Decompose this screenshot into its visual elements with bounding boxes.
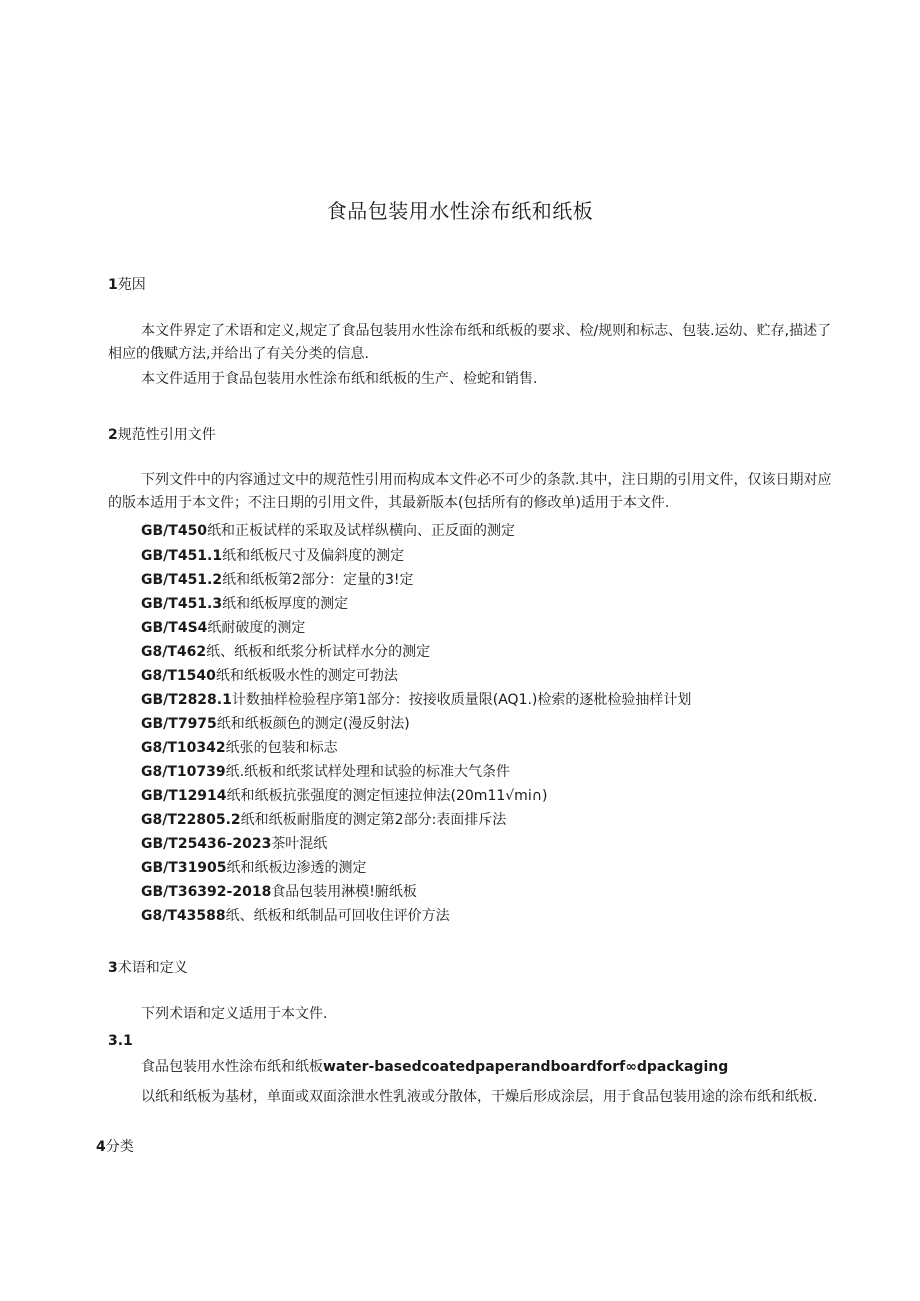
reference-item — [141, 545, 404, 565]
section-1-title: 苑因 — [117, 277, 146, 293]
reference-title: 纸张的包装和标志 — [225, 740, 338, 756]
reference-item — [141, 713, 410, 733]
reference-code: GB/T451.3 — [141, 596, 223, 612]
section-1-paragraph-1: 本文件界定了术语和定义,规定了食品包装用水性涂布纸和纸板的要求、检/规则和标志、包装.运幼、贮存,描述了相应的俄赋方法,并给出了有关分类的信息. — [108, 323, 832, 362]
term-name-chinese: 食品包装用水性涂布纸和纸板 — [141, 1059, 323, 1075]
reference-item — [141, 833, 327, 853]
reference-title: 纸、纸板和纸浆分析试样水分的测定 — [206, 644, 431, 660]
reference-item — [141, 785, 547, 805]
reference-item — [141, 809, 506, 829]
reference-code: G8/T10739 — [141, 764, 226, 780]
reference-item — [141, 641, 430, 661]
section-1-paragraph-2: 本文件适用于食品包装用水性涂布纸和纸板的生产、检蛇和销售. — [141, 371, 538, 387]
section-2-number: 2 — [108, 427, 118, 443]
reference-code: G8/T462 — [141, 644, 207, 660]
reference-item — [141, 665, 398, 685]
section-4-title: 分类 — [105, 1139, 134, 1155]
reference-title: 纸和纸板吸水性的测定可勃法 — [215, 668, 398, 684]
reference-code: GB/T4S4 — [141, 620, 208, 636]
reference-code: G8/T43588 — [141, 908, 226, 924]
reference-code: GB/T31905 — [141, 860, 227, 876]
reference-code: GB/T450 — [141, 523, 208, 539]
section-3-intro: 下列术语和定义适用于本文件. — [141, 1006, 328, 1022]
reference-item — [141, 569, 414, 589]
section-4-number: 4 — [96, 1139, 106, 1155]
reference-title: 纸耐破度的测定 — [207, 620, 306, 636]
reference-title: 茶叶混纸 — [271, 836, 328, 852]
term-definition: 以纸和纸板为基材，单面或双面涂泄水性乳液或分散体，干燥后形成涂层，用于食品包装用途的涂布纸和纸板. — [141, 1089, 818, 1105]
reference-item — [141, 520, 515, 540]
reference-code: GB/T25436-2023 — [141, 836, 272, 852]
reference-code: GB/T36392-2018 — [141, 884, 272, 900]
reference-item — [141, 737, 338, 757]
reference-title: 纸和纸板尺寸及偏斜度的测定 — [222, 548, 405, 564]
reference-item — [141, 593, 348, 613]
term-number: 3.1 — [108, 1033, 133, 1049]
section-3-heading — [108, 957, 188, 977]
section-3-title: 术语和定义 — [117, 960, 188, 976]
reference-code: G8/T1540 — [141, 668, 216, 684]
section-4-heading — [96, 1136, 134, 1156]
document-title: 食品包装用水性涂布纸和纸板 — [326, 199, 594, 223]
reference-item — [141, 905, 450, 925]
section-2-title: 规范性引用文件 — [117, 427, 216, 443]
term-name-english: water-basedcoatedpaperandboardforf∞dpackaging — [323, 1059, 729, 1075]
reference-code: G8/T10342 — [141, 740, 226, 756]
reference-title: 纸、纸板和纸制品可回收住评价方法 — [225, 908, 450, 924]
reference-code: GB/T2828.1 — [141, 692, 232, 708]
section-3-number: 3 — [108, 960, 118, 976]
reference-title: 纸和正板试样的采取及试样纵横向、正反面的测定 — [207, 523, 516, 539]
reference-item — [141, 617, 305, 637]
reference-title: 纸和纸板第2部分：定量的3!定 — [222, 572, 414, 588]
reference-title: 纸和纸板耐脂度的测定第2部分:表面排斥法 — [240, 812, 507, 828]
reference-title: 纸和纸板颜色的测定(漫反射法) — [216, 716, 410, 732]
term-name — [141, 1056, 728, 1079]
reference-item — [141, 761, 510, 781]
section-2-intro: 下列文件中的内容通过文中的规范性引用而构成本文件必不可少的条款.其中，注日期的引用文件，仅该日期对应的版本适用于本文件；不注日期的引用文件，其最新版本(包括所有的修改单)适用于本文件. — [108, 472, 832, 511]
section-2-heading — [108, 424, 216, 444]
reference-title: 食品包装用淋模!腑纸板 — [271, 884, 417, 900]
reference-code: GB/T7975 — [141, 716, 217, 732]
reference-code: GB/T12914 — [141, 788, 227, 804]
reference-title: 纸和纸板边渗透的测定 — [226, 860, 367, 876]
reference-title: 纸和纸板抗张强度的测定恒速拉伸法(20m11√mi∩) — [226, 788, 548, 804]
reference-item — [141, 881, 417, 901]
section-1-number: 1 — [108, 277, 118, 293]
reference-code: GB/T451.1 — [141, 548, 223, 564]
reference-item — [141, 689, 691, 709]
reference-title: 纸和纸板厚度的测定 — [222, 596, 349, 612]
reference-title: 计数抽样检验程序第1部分：按接收质量限(AQ1.)检索的逐枇检验抽样计划 — [231, 692, 692, 708]
section-1-heading — [108, 274, 146, 294]
reference-code: G8/T22805.2 — [141, 812, 241, 828]
reference-title: 纸.纸板和纸浆试样处理和试验的标准大气条件 — [225, 764, 511, 780]
reference-item — [141, 857, 367, 877]
reference-code: GB/T451.2 — [141, 572, 223, 588]
